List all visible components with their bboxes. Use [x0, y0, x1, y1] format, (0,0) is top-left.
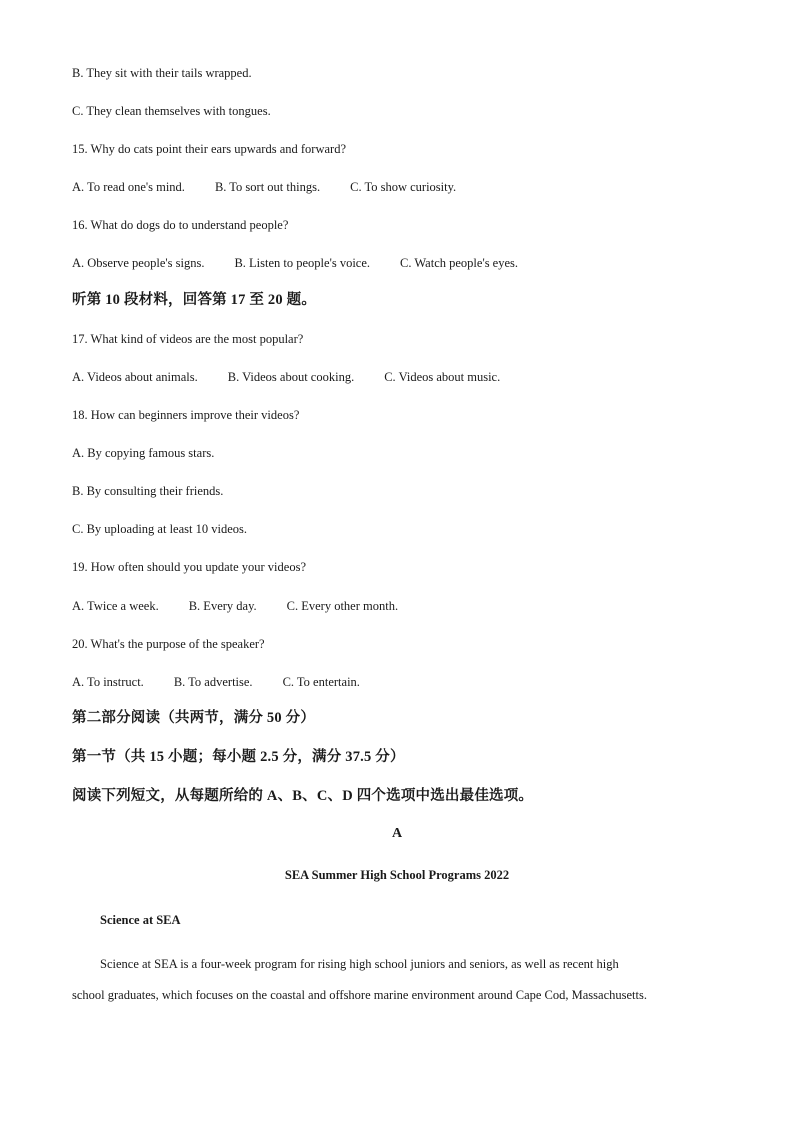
q17-options [72, 369, 500, 385]
q17-option-a: A. Videos about animals. [72, 370, 198, 384]
q17-option-c: C. Videos about music. [384, 370, 501, 384]
q18-option-a: A. By copying famous stars. [72, 446, 215, 460]
section10-heading: 听第 10 段材料，回答第 17 至 20 题。 [72, 292, 317, 308]
q19-options [72, 598, 398, 614]
q16-option-b: B. Listen to people's voice. [234, 256, 371, 270]
q15-options [72, 179, 456, 195]
q18-question: 18. How can beginners improve their videos? [72, 408, 300, 422]
q20-option-b: B. To advertise. [173, 675, 253, 689]
passage-para1-line2: school graduates, which focuses on the coastal and offshore marine environment around Cape Cod, Massachusetts. [72, 988, 647, 1002]
q18-option-c: C. By uploading at least 10 videos. [72, 522, 247, 536]
q19-option-c: C. Every other month. [286, 599, 399, 613]
passage-subheading: Science at SEA [100, 913, 181, 927]
q20-options [72, 674, 360, 690]
q20-question: 20. What's the purpose of the speaker? [72, 637, 265, 651]
q15-option-b: B. To sort out things. [214, 180, 321, 194]
passage-para1-line1: Science at SEA is a four-week program for rising high school juniors and seniors, as well as recent high [100, 957, 619, 971]
q16-options [72, 255, 518, 271]
q17-option-b: B. Videos about cooking. [227, 370, 355, 384]
q14-option-c: C. They clean themselves with tongues. [72, 104, 271, 118]
q16-option-a: A. Observe people's signs. [72, 256, 205, 270]
passage-title: SEA Summer High School Programs 2022 [284, 868, 510, 882]
section1-heading: 第一节（共 15 小题；每小题 2.5 分，满分 37.5 分） [72, 749, 405, 765]
q19-question: 19. How often should you update your videos? [72, 560, 306, 574]
reading-instruction: 阅读下列短文，从每题所给的 A、B、C、D 四个选项中选出最佳选项。 [72, 788, 534, 804]
q16-option-c: C. Watch people's eyes. [400, 256, 519, 270]
q18-option-b: B. By consulting their friends. [72, 484, 224, 498]
q19-option-a: A. Twice a week. [72, 599, 159, 613]
q17-question: 17. What kind of videos are the most popular? [72, 332, 304, 346]
q20-option-a: A. To instruct. [72, 675, 144, 689]
q20-option-c: C. To entertain. [282, 675, 360, 689]
q16-question: 16. What do dogs do to understand people? [72, 218, 289, 232]
q14-option-b: B. They sit with their tails wrapped. [72, 66, 252, 80]
q19-option-b: B. Every day. [188, 599, 257, 613]
passage-letter: A [391, 826, 403, 841]
q15-question: 15. Why do cats point their ears upwards and forward? [72, 142, 346, 156]
q15-option-c: C. To show curiosity. [350, 180, 457, 194]
part2-heading: 第二部分阅读（共两节，满分 50 分） [72, 710, 316, 726]
q15-option-a: A. To read one's mind. [72, 180, 185, 194]
